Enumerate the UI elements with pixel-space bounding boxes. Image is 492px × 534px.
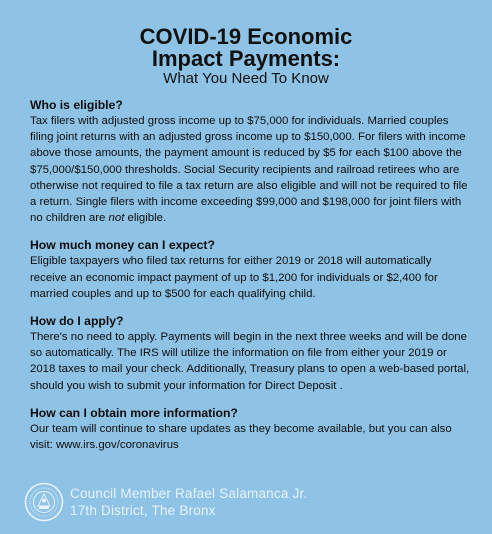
city-seal-icon bbox=[24, 482, 64, 522]
footer-line-1: Council Member Rafael Salamanca Jr. bbox=[70, 486, 308, 501]
section-body: Our team will continue to share updates as they become available, but you can also visit: www.irs.gov/coronavirus bbox=[30, 422, 452, 452]
section-body bbox=[30, 113, 470, 226]
section-heading: Who is eligible? bbox=[30, 98, 123, 112]
page-subtitle: What You Need To Know bbox=[163, 70, 329, 87]
section-eligibility bbox=[30, 97, 470, 226]
section-more-info bbox=[30, 405, 470, 453]
title-line-2: Impact Payments: bbox=[151, 46, 341, 71]
section-body: Eligible taxpayers who filed tax returns for either 2019 or 2018 will automatically receive an economic impact payment of up to $1,200 for individuals or $2,400 for married couples and up to $500 for each qualifying child. bbox=[30, 255, 438, 300]
content bbox=[30, 97, 470, 464]
footer-text bbox=[70, 485, 307, 519]
title-line-1: COVID-19 Economic bbox=[139, 24, 353, 49]
body-emphasis: not bbox=[108, 212, 125, 225]
section-heading: How do I apply? bbox=[30, 314, 124, 329]
section-how-to-apply bbox=[30, 313, 470, 394]
section-body: There's no need to apply. Payments will begin in the next three weeks and will be done so automatically. The IRS will utilize the information on file from either your 2019 or 2018 taxes to mail your check. Additionally, Treasury plans to open a web-based portal, should you wish to submit your information for Direct Deposit . bbox=[30, 331, 470, 392]
body-main: Tax filers with adjusted gross income up to $75,000 for individuals. Married couples filing joint returns with an adjusted gross income up to $150,000. For filers with income above those amounts, the payment amount is reduced by $5 for each $100 above the $75,000/$150,000 thresholds. Social Security recipients and railroad retirees who are otherwise not required to file a tax return are also eligible and will not be required to file a return. Single filers with income exceeding $99,000 and $198,000 for joint filers with no children are bbox=[30, 115, 468, 225]
section-heading: How much money can I expect? bbox=[30, 238, 215, 253]
body-end: eligible. bbox=[124, 212, 167, 225]
footer-line-2: 17th District, The Bronx bbox=[70, 503, 216, 518]
footer bbox=[24, 478, 307, 526]
section-payment-amount bbox=[30, 237, 470, 302]
page-title bbox=[0, 26, 492, 70]
section-heading: How can I obtain more information? bbox=[30, 405, 238, 420]
